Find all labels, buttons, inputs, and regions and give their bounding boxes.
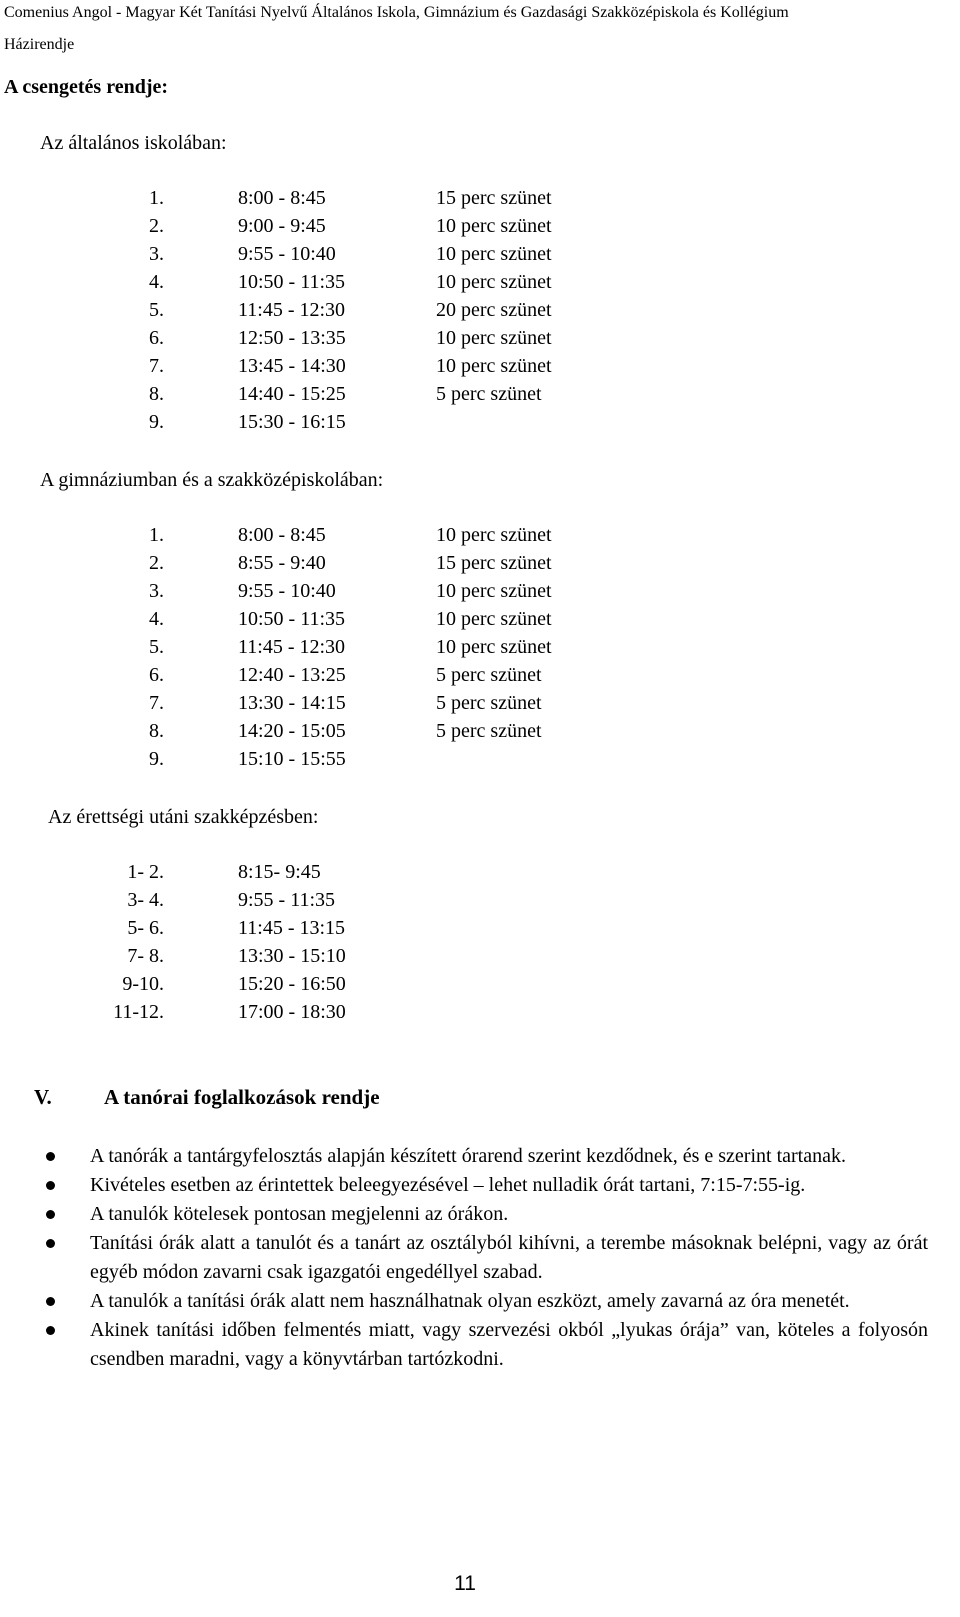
- lesson-time: 14:40 - 15:25: [238, 383, 346, 405]
- lesson-time: 12:50 - 13:35: [238, 327, 346, 349]
- table-row: [0, 580, 960, 608]
- page-number: 11: [454, 1572, 476, 1595]
- break-length: 10 perc szünet: [436, 608, 552, 630]
- lesson-number: 7- 8.: [127, 945, 164, 967]
- table-row: [0, 861, 960, 889]
- lesson-number: 9.: [149, 748, 164, 770]
- lesson-number: 3- 4.: [127, 889, 164, 911]
- lesson-time: 9:55 - 10:40: [238, 580, 336, 602]
- bullet-icon: [46, 1152, 55, 1161]
- lesson-number: 6.: [149, 664, 164, 686]
- lesson-time: 11:45 - 12:30: [238, 636, 346, 658]
- break-length: 20 perc szünet: [436, 299, 552, 321]
- schedule-heading-gymnasium: A gimnáziumban és a szakközépiskolában:: [40, 469, 384, 491]
- break-length: 5 perc szünet: [436, 692, 542, 714]
- table-row: [0, 1001, 960, 1029]
- table-row: [0, 215, 960, 243]
- lesson-time: 10:50 - 11:35: [238, 271, 346, 293]
- list-item: Akinek tanítási időben felmentés miatt, vagy szervezési okból „lyukas órája” van, köteles a folyosón csendben maradni, vagy a könyvtárban tartózkodni.: [0, 1316, 928, 1374]
- bullet-icon: [46, 1210, 55, 1219]
- lesson-time: 14:20 - 15:05: [238, 720, 346, 742]
- lesson-number: 11-12.: [113, 1001, 164, 1023]
- lesson-number: 5.: [149, 636, 164, 658]
- lesson-time: 15:20 - 16:50: [238, 973, 346, 995]
- header-school: Comenius Angol - Magyar Két Tanítási Nyelvű Általános Iskola, Gimnázium és Gazdasági Szakközépiskola és Kollégium: [4, 4, 789, 21]
- break-length: 10 perc szünet: [436, 580, 552, 602]
- lesson-number: 5.: [149, 299, 164, 321]
- lesson-time: 17:00 - 18:30: [238, 1001, 346, 1023]
- table-row: [0, 411, 960, 439]
- table-row: [0, 327, 960, 355]
- lesson-time: 15:30 - 16:15: [238, 411, 346, 433]
- break-length: 15 perc szünet: [436, 552, 552, 574]
- table-row: [0, 524, 960, 552]
- lesson-time: 15:10 - 15:55: [238, 748, 346, 770]
- lesson-number: 7.: [149, 692, 164, 714]
- break-length: 10 perc szünet: [436, 636, 552, 658]
- lesson-time: 10:50 - 11:35: [238, 608, 346, 630]
- break-length: 10 perc szünet: [436, 215, 552, 237]
- lesson-number: 9-10.: [122, 973, 164, 995]
- lesson-time: 8:55 - 9:40: [238, 552, 326, 574]
- break-length: 10 perc szünet: [436, 355, 552, 377]
- break-length: 5 perc szünet: [436, 720, 542, 742]
- table-row: [0, 889, 960, 917]
- list-item: A tanulók a tanítási órák alatt nem használhatnak olyan eszközt, amely zavarná az óra menetét.: [0, 1287, 928, 1316]
- lesson-number: 7.: [149, 355, 164, 377]
- lesson-number: 5- 6.: [127, 917, 164, 939]
- table-row: [0, 383, 960, 411]
- lesson-time: 9:55 - 11:35: [238, 889, 336, 911]
- lesson-number: 1.: [149, 524, 164, 546]
- lesson-time: 11:45 - 13:15: [238, 917, 346, 939]
- list-item: A tanulók kötelesek pontosan megjelenni az órákon.: [0, 1200, 928, 1229]
- break-length: 10 perc szünet: [436, 327, 552, 349]
- table-row: [0, 636, 960, 664]
- lesson-time: 13:30 - 15:10: [238, 945, 346, 967]
- table-row: [0, 187, 960, 215]
- table-row: [0, 692, 960, 720]
- lesson-number: 8.: [149, 720, 164, 742]
- bullet-icon: [46, 1181, 55, 1190]
- break-length: 10 perc szünet: [436, 271, 552, 293]
- lesson-number: 4.: [149, 608, 164, 630]
- header-doc: Házirendje: [4, 36, 75, 53]
- table-row: [0, 355, 960, 383]
- bullet-icon: [46, 1326, 55, 1335]
- break-length: 15 perc szünet: [436, 187, 552, 209]
- break-length: 5 perc szünet: [436, 664, 542, 686]
- lesson-time: 12:40 - 13:25: [238, 664, 346, 686]
- lesson-number: 2.: [149, 552, 164, 574]
- table-row: [0, 748, 960, 776]
- lesson-number: 4.: [149, 271, 164, 293]
- schedule-heading-vocational: Az érettségi utáni szakképzésben:: [48, 806, 319, 828]
- section-title: A csengetés rendje:: [4, 76, 169, 98]
- lesson-time: 9:55 - 10:40: [238, 243, 336, 265]
- table-row: [0, 552, 960, 580]
- break-length: 10 perc szünet: [436, 524, 552, 546]
- lesson-number: 9.: [149, 411, 164, 433]
- lesson-number: 2.: [149, 215, 164, 237]
- lesson-number: 3.: [149, 580, 164, 602]
- lesson-time: 13:30 - 14:15: [238, 692, 346, 714]
- lesson-time: 8:00 - 8:45: [238, 524, 326, 546]
- bullet-icon: [46, 1297, 55, 1306]
- table-row: [0, 608, 960, 636]
- rules-list: [0, 1142, 960, 1374]
- section-v-title: A tanórai foglalkozások rendje: [104, 1085, 380, 1109]
- list-item: Tanítási órák alatt a tanulót és a tanárt az osztályból kihívni, a terembe másoknak belépni, vagy az órát egyéb módon zavarni csak igazgatói engedéllyel szabad.: [0, 1229, 928, 1287]
- table-row: [0, 720, 960, 748]
- table-row: [0, 243, 960, 271]
- table-row: [0, 664, 960, 692]
- lesson-number: 6.: [149, 327, 164, 349]
- lesson-number: 1.: [149, 187, 164, 209]
- lesson-time: 13:45 - 14:30: [238, 355, 346, 377]
- list-item: A tanórák a tantárgyfelosztás alapján készített órarend szerint kezdődnek, és e szerint tartanak.: [0, 1142, 928, 1171]
- lesson-time: 8:00 - 8:45: [238, 187, 326, 209]
- lesson-time: 9:00 - 9:45: [238, 215, 326, 237]
- break-length: 5 perc szünet: [436, 383, 542, 405]
- table-row: [0, 945, 960, 973]
- schedule-heading-elementary: Az általános iskolában:: [40, 132, 227, 154]
- lesson-time: 11:45 - 12:30: [238, 299, 346, 321]
- lesson-number: 1- 2.: [127, 861, 164, 883]
- list-item: Kivételes esetben az érintettek beleegyezésével – lehet nulladik órát tartani, 7:15-7:55-ig.: [0, 1171, 928, 1200]
- table-row: [0, 917, 960, 945]
- bullet-icon: [46, 1239, 55, 1248]
- table-row: [0, 271, 960, 299]
- table-row: [0, 299, 960, 327]
- table-row: [0, 973, 960, 1001]
- section-v-number: V.: [34, 1085, 52, 1109]
- break-length: 10 perc szünet: [436, 243, 552, 265]
- lesson-time: 8:15- 9:45: [238, 861, 321, 883]
- lesson-number: 8.: [149, 383, 164, 405]
- lesson-number: 3.: [149, 243, 164, 265]
